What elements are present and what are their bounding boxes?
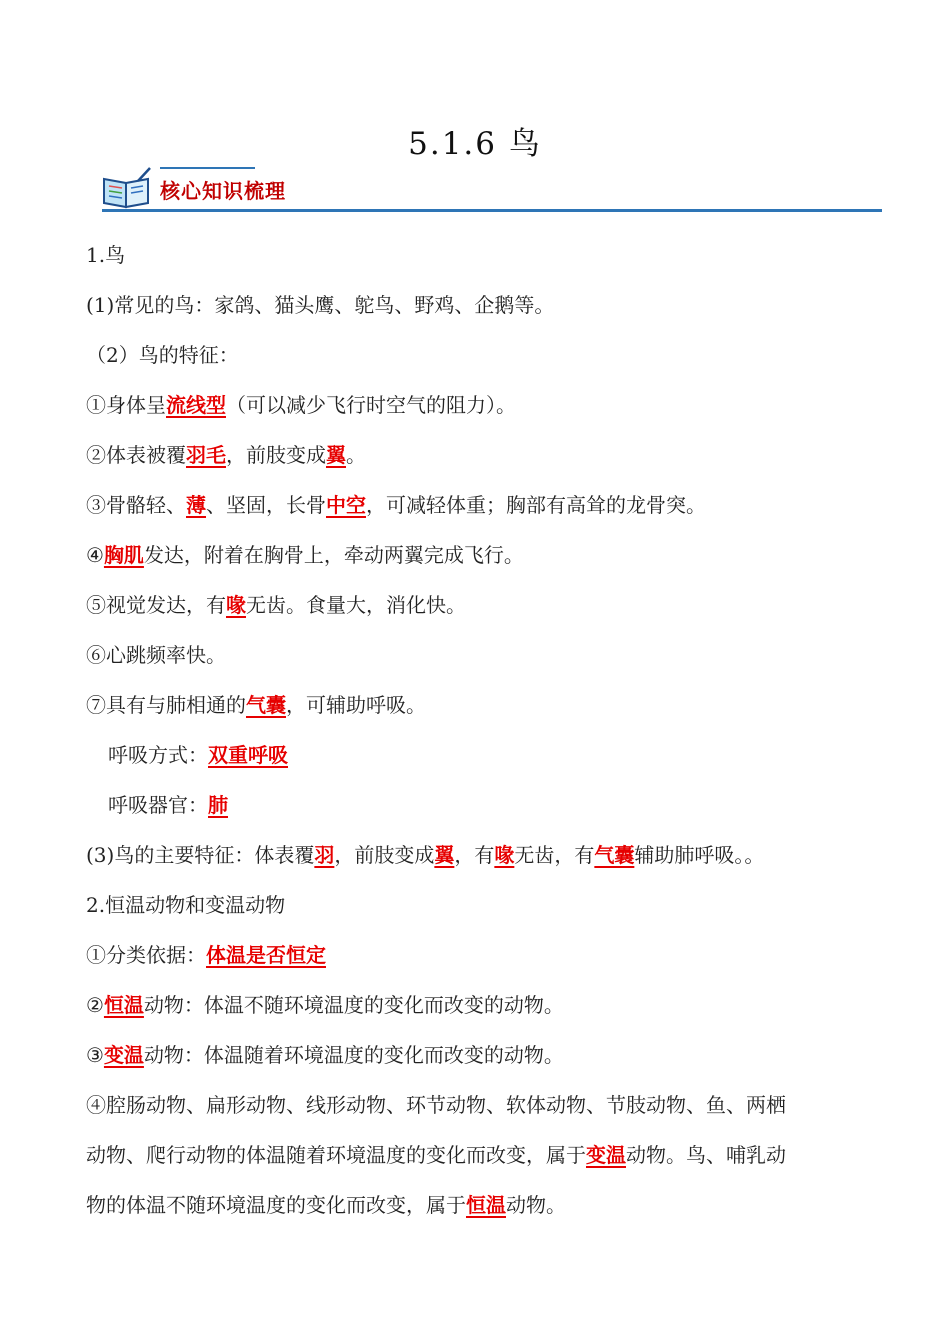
text-line [86,980,876,1030]
answer-keyword: 流线型 [166,393,226,417]
text-line [86,480,876,530]
text-segment: 动物：体温不随环境温度的变化而改变的动物。 [143,993,564,1017]
header-divider [102,209,882,212]
text-segment: ，前肢变成 [334,843,435,867]
book-icon [100,165,156,211]
answer-keyword: 翼 [434,843,455,867]
text-line [86,1180,876,1230]
text-segment: 物的体温不随环境温度的变化而改变，属于 [86,1193,466,1217]
page-title: 5.1.6 鸟 [408,126,542,162]
text-segment: （可以减少飞行时空气的阻力）。 [226,393,516,417]
text-line [86,780,876,830]
text-segment: 呼吸方式： [108,743,208,767]
answer-keyword: 双重呼吸 [208,743,288,767]
text-segment: ②体表被覆 [86,443,186,467]
text-segment: ③骨骼轻、 [86,493,186,517]
text-line: 1.鸟 [86,243,126,267]
text-segment: ①分类依据： [86,943,206,967]
text-segment: ④ [86,543,104,567]
text-line: ④腔肠动物、扁形动物、线形动物、环节动物、软体动物、节肢动物、鱼、两栖 [86,1093,786,1117]
text-segment: ，前肢变成 [226,443,326,467]
text-line [86,730,876,780]
answer-keyword: 喙 [226,593,246,617]
text-segment: ，可辅助呼吸。 [286,693,426,717]
answer-keyword: 羽 [314,843,335,867]
text-line [86,380,876,430]
text-segment: 、坚固，长骨 [206,493,326,517]
text-segment: 。 [346,443,366,467]
text-segment: 无齿。食量大，消化快。 [246,593,466,617]
answer-keyword: 气囊 [246,693,286,717]
text-line [86,430,876,480]
answer-keyword: 中空 [326,493,366,517]
text-segment: ③ [86,1043,104,1067]
text-segment: 动物。 [506,1193,566,1217]
text-line [86,830,876,880]
text-line [86,530,876,580]
text-line [86,580,876,630]
text-segment: ，有 [454,843,495,867]
text-line [86,1030,876,1080]
answer-keyword: 肺 [208,793,228,817]
text-line [86,1130,876,1180]
section-header-label: 核心知识梳理 [160,179,286,203]
answer-keyword: 胸肌 [103,543,144,567]
answer-keyword: 恒温 [103,993,144,1017]
text-segment: 辅助肺呼吸。。 [634,843,765,867]
answer-keyword: 翼 [326,443,346,467]
answer-keyword: 喙 [494,843,515,867]
text-segment: 动物。鸟、哺乳动 [626,1143,786,1167]
answer-keyword: 变温 [586,1143,626,1167]
answer-keyword: 羽毛 [186,443,226,467]
text-segment: ② [86,993,104,1017]
text-line: 2.恒温动物和变温动物 [86,893,286,917]
answer-keyword: 体温是否恒定 [206,943,326,967]
text-segment: ，可减轻体重；胸部有高耸的龙骨突。 [366,493,706,517]
text-line: (1)常见的鸟：家鸽、猫头鹰、鸵鸟、野鸡、企鹅等。 [86,293,555,317]
text-line: ⑥心跳频率快。 [86,643,226,667]
header-top-line [160,167,255,169]
text-segment: ⑤视觉发达，有 [86,593,226,617]
text-segment: 无齿，有 [514,843,595,867]
document-body [86,230,876,1230]
text-line: （2）鸟的特征： [86,343,239,367]
text-segment: (3)鸟的主要特征：体表覆 [86,843,315,867]
text-segment: 动物：体温随着环境温度的变化而改变的动物。 [143,1043,564,1067]
text-segment: 呼吸器官： [108,793,208,817]
text-segment: 发达，附着在胸骨上，牵动两翼完成飞行。 [143,543,524,567]
answer-keyword: 薄 [186,493,206,517]
answer-keyword: 变温 [103,1043,144,1067]
text-segment: ①身体呈 [86,393,166,417]
answer-keyword: 气囊 [594,843,635,867]
text-segment: ⑦具有与肺相通的 [86,693,246,717]
text-line [86,680,876,730]
text-line [86,930,876,980]
section-header [100,165,882,215]
text-segment: 动物、爬行动物的体温随着环境温度的变化而改变，属于 [86,1143,586,1167]
answer-keyword: 恒温 [466,1193,506,1217]
